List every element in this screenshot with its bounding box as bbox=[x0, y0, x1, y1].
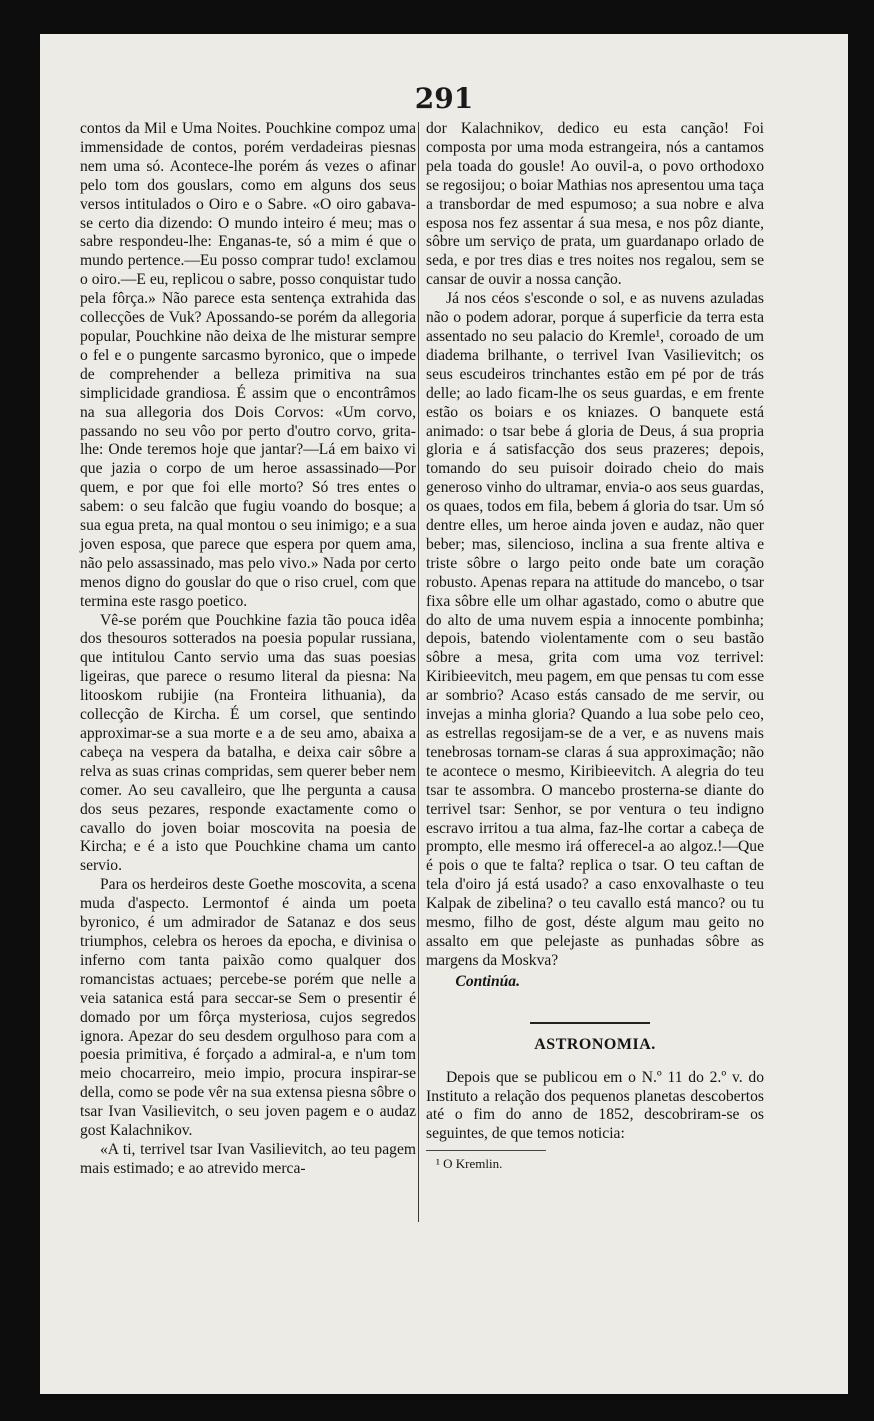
footnote: ¹ O Kremlin. bbox=[426, 1150, 546, 1174]
section-title-astronomia: ASTRONOMIA. bbox=[534, 1035, 656, 1053]
column-divider bbox=[418, 122, 419, 1222]
right-paragraph-2: Já nos céos s'esconde o sol, e as nuvens azuladas não o podem adorar, porque á superficie da terra esta assentado no seu palacio do Kremle¹, coroado de um diadema brilhante, o terrivel Ivan Vasilievitch; os seus escudeiros trinchantes estão em pé por de trás delle; ao lado ficam-lhe os seus guardas, e em frente estão os boiars e os kniazes. O banquete está animado: o tsar bebe á gloria de Deus, á sua propria gloria e á satisfacção dos seus prazeres; depois, tomando do seu puisoir doirado cheio do mais generoso vinho do ultramar, envia-o aos seus guardas, os quaes, todos em fila, bebem á gloria do tsar. Um só dentre elles, um heroe ainda joven e audaz, não quer beber; mas, silencioso, inclina a sua frente altiva e triste sôbre o largo peito onde bate um coração robusto. Apenas repara na attitude do mancebo, o tsar fixa sôbre elle um olhar agastado, como o abutre que do alto de uma nuvem espia a innocente pombinha; depois, batendo violentamente com o seu bastão sôbre a mesa, grita com uma voz terrivel: Kiribieevitch, meu pagem, em que pensas tu com esse ar sombrio? Acaso estás cansado de me servir, ou invejas a minha gloria? Quando a lua sobe pelo ceo, as estrellas regosijam-se de a ver, e as nuvens mais tenebrosas tornam-se claras á sua approximação; não te acontece o mesmo, Kiribieevitch. A alegria do teu tsar te assombra. O mancebo prosterna-se diante do terrivel tsar: Senhor, se por ventura o teu indigno escravo irritou a tua alma, faz-lhe cortar a cabeça de prompto, elle mesmo irá offerecel-a ao algoz.!—Que é pois o que te falta? replica o tsar. O teu caftan de tela d'oiro já está usado? a caso enxovalhaste o teu Kalpak de zibelina? o teu cavallo está manco? ou tu mesmo, filho de gost, déste algum mau geito no assalto em que pelejaste as punhadas sôbre as margens da Moskva? bbox=[426, 290, 764, 969]
page-sheet bbox=[40, 34, 848, 1394]
continua-signature: Continúa. bbox=[455, 972, 520, 990]
right-paragraph-3: Depois que se publicou em o N.º 11 do 2.º v. do Instituto a relação dos pequenos planetas descobertos até o fim do anno de 1852, descobriram-se os seguintes, de que temos noticia: bbox=[426, 1068, 764, 1143]
section-rule bbox=[530, 1022, 650, 1024]
right-column bbox=[426, 120, 764, 1174]
left-paragraph-3: Para os herdeiros deste Goethe moscovita, a scena muda d'aspecto. Lermontof é ainda um poeta byronico, é um admirador de Satanaz e dos seus triumphos, celebra os heroes da epocha, e divinisa o inferno com tanta paixão como qualquer dos romancistas actuaes; percebe-se porém que nelle a veia satanica está para seccar-se Sem o presentir é domado por um fôrça mysteriosa, cujos segredos ignora. Apezar do seu desdem orgulhoso para com a poesia primitiva, é forçado a admiral-a, e n'um tom meio chocarreiro, meio impio, procura inspirar-se della, como se pode vêr na sua extensa piesna sôbre o tsar Ivan Vasilievitch, o seu joven pagem e o audaz gost Kalachnikov. bbox=[80, 876, 416, 1140]
left-paragraph-4: «A ti, terrivel tsar Ivan Vasilievitch, ao teu pagem mais estimado; e ao atrevido merca- bbox=[80, 1140, 416, 1177]
page-number: 291 bbox=[414, 82, 474, 115]
left-paragraph-1: contos da Mil e Uma Noites. Pouchkine compoz uma immensidade de contos, porém verdadeiras piesnas nem uma só. Acontece-lhe porém ás vezes o afinar pelo tom dos gouslars, como em alguns dos seus versos intitulados o Oiro e o Sabre. «O oiro gabava-se certo dia dizendo: O mundo inteiro é meu; mas o sabre respondeu-lhe: Enganas-te, só a mim é que o mundo pertence.—Eu posso comprar tudo! exclamou o oiro.—E eu, replicou o sabre, posso conquistar tudo pela fôrça.» Não parece esta sentença extrahida das collecções de Vuk? Apossando-se porém da allegoria popular, Pouchkine não deixa de lhe misturar sempre o fel e o pungente sarcasmo byronico, que o impede de comprehender a belleza primitiva na sua simplicidade grandiosa. É assim que o encontrâmos na sua allegoria dos Dois Corvos: «Um corvo, passando no seu vôo por perto d'outro corvo, grita-lhe: Onde teremos hoje que jantar?—Lá em baixo vi que jazia o corpo de um heroe assassinado—Por quem, e por que foi elle morto? Só tres entes o sabem: o seu falcão que fugiu voando do bosque; a sua egua preta, na qual montou o seu inimigo; e a sua joven esposa, que parece que espera por quem ama, não pelo assassinado, mas pelo vivo.» Nada por certo menos digno do gouslar do que o riso cruel, com que termina este rasgo poetico. bbox=[80, 120, 416, 610]
right-paragraph-1: dor Kalachnikov, dedico eu esta canção! Foi composta por uma moda estrangeira, nós a cantamos pela toada do gousle! Ao ouvil-a, o povo orthodoxo se regosijou; o boiar Mathias nos apresentou uma taça a transbordar de med espumoso; a sua nobre e alva esposa nos fez assentar á sua mesa, e nos pôz diante, sôbre um serviço de prata, um guardanapo orlado de seda, e por tres dias e tres noites nos regalou, sem se cansar de ouvir a nossa canção. bbox=[426, 120, 764, 289]
left-paragraph-2: Vê-se porém que Pouchkine fazia tão pouca idêa dos thesouros sotterados na poesia popular russiana, que intitulou Canto servio uma das suas poesias ligeiras, que parece o resumo literal da piesna: Na litooskom rubijie (na Fronteira lithuania), da collecção de Kircha. É um corsel, que sentindo approximar-se a sua morte e a de seu amo, abaixa a cabeça na vespera da batalha, e deixa cair sôbre a relva as suas crinas compridas, sem querer beber nem comer. Ao seu cavalleiro, que lhe pergunta a causa dos seus pezares, responde exactamente como o cavallo do joven boiar moscovita na poesia de Kircha; e é a isto que Pouchkine chama um canto servio. bbox=[80, 611, 416, 875]
left-column bbox=[80, 120, 416, 1179]
